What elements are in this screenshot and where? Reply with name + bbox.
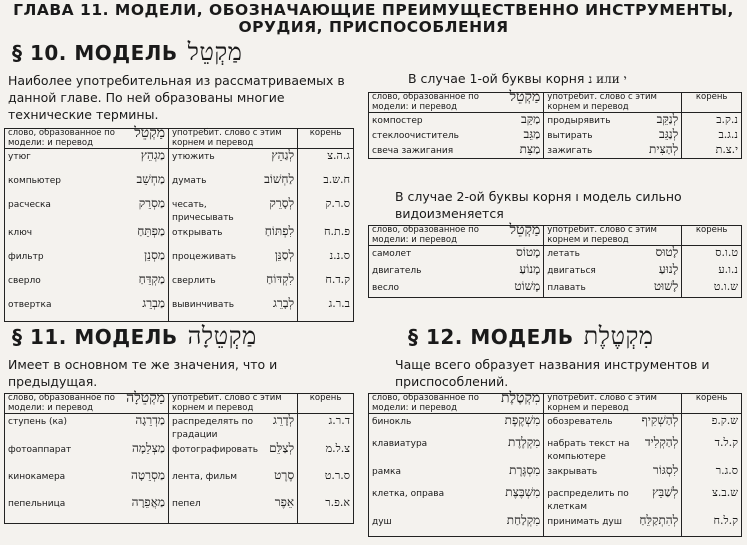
table-row xyxy=(5,414,354,443)
row-verb xyxy=(172,442,294,457)
row-word xyxy=(372,464,540,479)
word-ru: сверло xyxy=(8,276,41,286)
row-verb xyxy=(547,128,678,143)
table-row xyxy=(369,514,742,537)
verb-he: לְצַלֵּם xyxy=(269,441,295,455)
word-he: מָטוֹס xyxy=(516,245,541,259)
verb-ru: открывать xyxy=(172,228,223,238)
header-model-hebrew: מַקְטֵל xyxy=(509,89,541,105)
row-word xyxy=(372,436,540,451)
case-first-letter: В случае 1-ой буквы корня נ или י xyxy=(408,71,627,86)
word-he: מַגֵּב xyxy=(523,127,541,141)
row-verb xyxy=(547,113,678,128)
verb-he: לַחְשׁוֹב xyxy=(264,172,295,186)
root-cell: ד.ר.ג xyxy=(298,414,354,443)
header-model xyxy=(369,89,544,113)
header-model-label: слово, образованное по модели: и перевод xyxy=(8,128,115,148)
table-row xyxy=(5,273,354,297)
section-10-text: Наиболее употребительная из рассматриваемых в данной главе. По ней образованы многие технические термины. xyxy=(8,73,345,122)
header-root: корень xyxy=(682,93,742,113)
row-verb xyxy=(172,496,294,511)
word-ru: отвертка xyxy=(8,300,52,310)
header-verb: употребит. слово с этим корнем и перевод xyxy=(169,394,298,414)
table-row xyxy=(369,246,742,264)
root-cell: ג.ה.צ xyxy=(298,149,354,174)
verb-he: לְדָרֵג xyxy=(272,413,295,427)
verb-ru: думать xyxy=(172,176,207,186)
row-word xyxy=(8,496,165,511)
table-row xyxy=(5,197,354,225)
row-verb xyxy=(172,173,294,188)
row-verb xyxy=(172,273,294,288)
root-cell: ש.ו.ט xyxy=(682,280,742,298)
row-word xyxy=(372,280,540,295)
verb-he: לְהַשְׁקִיף xyxy=(641,413,679,427)
verb-he: לְנַגֵּב xyxy=(659,127,679,141)
verb-ru: распределять по градации xyxy=(172,417,254,440)
root-cell: ט.ו.ס xyxy=(682,246,742,264)
section-11-hebrew: מַקְטֵלָה xyxy=(187,322,257,350)
word-he: מַסְנֵן xyxy=(144,248,166,262)
table-row xyxy=(369,464,742,486)
row-word xyxy=(372,263,540,278)
header-root: корень xyxy=(298,129,354,149)
row-verb xyxy=(547,464,678,479)
word-he: מַקֵּב xyxy=(520,112,541,126)
header-model-hebrew: מַקְטֵלָה xyxy=(126,390,166,406)
verb-he: לָטוּס xyxy=(655,245,679,259)
chapter-heading: ГЛАВА 11. МОДЕЛИ, ОБОЗНАЧАЮЩИЕ ПРЕИМУЩЕСТВЕННО ИНСТРУМЕНТЫ, ОРУДИЯ, ПРИСПОСОБЛЕНИЯ xyxy=(13,1,734,36)
header-root: корень xyxy=(682,226,742,246)
table-second-letter xyxy=(368,222,742,298)
header-model-hebrew: מִקְטֶלֶת xyxy=(500,390,541,406)
table-row xyxy=(5,249,354,273)
word-he: מַאֲפֵרָה xyxy=(131,495,166,509)
word-he: מִשְׁקֶפֶת xyxy=(504,413,541,427)
verb-ru: набрать текст на компьютере xyxy=(547,439,630,462)
row-word xyxy=(372,113,540,128)
word-he: מַפְתֵּחַ xyxy=(137,224,166,238)
header-verb: употребит. слово с этим корнем и перевод xyxy=(544,394,682,414)
word-he: מַבְרֵג xyxy=(142,296,166,310)
row-word xyxy=(8,173,165,188)
word-ru: свеча зажигания xyxy=(372,146,454,156)
root-cell: ש.ק.פ xyxy=(682,414,742,437)
word-ru: пепельница xyxy=(8,499,66,509)
verb-ru: утюжить xyxy=(172,152,215,162)
verb-ru: пепел xyxy=(172,499,201,509)
table-model-12 xyxy=(368,390,742,537)
verb-he: לְשַׁבֵּץ xyxy=(652,485,679,499)
verb-ru: продырявить xyxy=(547,116,611,126)
word-ru: кинокамера xyxy=(8,472,66,482)
header-root: корень xyxy=(298,394,354,414)
word-ru: ступень (ка) xyxy=(8,417,67,427)
verb-he: לִפְתּוֹחַ xyxy=(264,224,295,238)
verb-ru: принимать душ xyxy=(547,517,622,527)
word-ru: компостер xyxy=(372,116,423,126)
table-row xyxy=(369,143,742,159)
verb-ru: процеживать xyxy=(172,252,237,262)
row-word xyxy=(8,469,165,484)
verb-ru: фотографировать xyxy=(172,445,259,455)
table-row xyxy=(5,225,354,249)
row-verb xyxy=(547,263,678,278)
row-word xyxy=(8,442,165,457)
word-ru: ключ xyxy=(8,228,33,238)
row-word xyxy=(8,225,165,240)
header-verb: употребит. слово с этим корнем и перевод xyxy=(169,129,298,149)
table-row xyxy=(369,128,742,143)
table-row xyxy=(369,486,742,514)
header-verb: употребит. слово с этим корнем и перевод xyxy=(544,93,682,113)
verb-he: לִקְדּוֹחַ xyxy=(266,272,295,286)
word-ru: бинокль xyxy=(372,417,412,427)
word-he: מַדְרֵגָה xyxy=(135,413,166,427)
root-cell: י.צ.ת xyxy=(682,143,742,159)
table-model-10 xyxy=(4,125,354,322)
section-11-title: § 11. МОДЕЛЬ מַקְטֵלָה xyxy=(12,322,257,350)
verb-he: לְנַקֵּב xyxy=(656,112,679,126)
verb-he: לִסְגּוֹר xyxy=(652,463,679,477)
root-cell: ס.ר.ק xyxy=(298,197,354,225)
root-cell: ק.ל.ד xyxy=(682,436,742,464)
verb-ru: чесать, причесывать xyxy=(172,200,234,223)
verb-he: לְבָרֵג xyxy=(272,296,295,310)
table-row xyxy=(5,173,354,197)
header-model-label: слово, образованное по модели: и перевод xyxy=(372,225,479,245)
root-cell: ק.ד.ח xyxy=(298,273,354,297)
header-model xyxy=(369,222,544,246)
verb-ru: вытирать xyxy=(547,131,593,141)
row-verb xyxy=(547,143,678,158)
word-ru: утюг xyxy=(8,152,31,162)
word-ru: стеклоочиститель xyxy=(372,131,459,141)
row-verb xyxy=(547,486,678,514)
header-model xyxy=(369,390,544,414)
verb-ru: сверлить xyxy=(172,276,216,286)
header-model xyxy=(5,125,169,149)
table-row xyxy=(5,297,354,322)
table-row xyxy=(369,280,742,298)
row-verb xyxy=(172,225,294,240)
row-verb xyxy=(172,297,294,312)
word-he: מַצְלֵמָה xyxy=(131,441,166,455)
row-word xyxy=(372,143,540,158)
root-cell: א.פ.ר xyxy=(298,496,354,524)
verb-he: אֵפֶר xyxy=(274,495,295,509)
row-verb xyxy=(172,469,294,484)
verb-he: לְסַנֵּן xyxy=(274,248,295,262)
section-10-title: § 10. МОДЕЛЬ מַקְטֵל xyxy=(12,38,243,66)
header-model-label: слово, образованное по модели: и перевод xyxy=(372,393,479,413)
header-model-label: слово, образованное по модели: и перевод xyxy=(8,393,115,413)
word-he: מַצֵּת xyxy=(519,142,541,156)
row-word xyxy=(8,249,165,264)
table-row xyxy=(369,113,742,129)
verb-he: לָנוּעַ xyxy=(658,262,679,276)
row-word xyxy=(372,514,540,529)
table-row xyxy=(5,469,354,496)
row-verb xyxy=(172,149,294,164)
root-cell: ס.ג.ר xyxy=(682,464,742,486)
word-ru: компьютер xyxy=(8,176,61,186)
root-cell: צ.ל.מ xyxy=(298,442,354,469)
verb-he: לְהִתְקַלֵּחַ xyxy=(639,513,679,527)
row-word xyxy=(372,486,540,501)
root-cell: ק.ל.ח xyxy=(682,514,742,537)
root-cell: נ.ו.ע xyxy=(682,263,742,280)
verb-ru: двигаться xyxy=(547,266,596,276)
row-word xyxy=(8,414,165,429)
row-verb xyxy=(172,249,294,264)
row-verb xyxy=(172,414,294,442)
table-row xyxy=(369,436,742,464)
row-verb xyxy=(547,246,678,261)
root-cell: ס.ר.ט xyxy=(298,469,354,496)
word-ru: самолет xyxy=(372,249,412,259)
verb-ru: распределить по клеткам xyxy=(547,489,629,512)
row-word xyxy=(8,297,165,312)
row-word xyxy=(8,273,165,288)
root-cell: פ.ת.ח xyxy=(298,225,354,249)
verb-ru: обозреватель xyxy=(547,417,613,427)
verb-he: סֶרֶט xyxy=(274,468,295,482)
word-he: מָנוֹעַ xyxy=(519,262,541,276)
header-verb: употребит. слово с этим корнем и перевод xyxy=(544,226,682,246)
table-row xyxy=(369,414,742,437)
row-verb xyxy=(547,414,678,429)
word-he: מִשְׁבֶּצֶת xyxy=(505,485,541,499)
verb-he: לָשׁוּט xyxy=(653,279,679,293)
header-root: корень xyxy=(682,394,742,414)
verb-ru: закрывать xyxy=(547,467,598,477)
verb-he: לְגַהֵץ xyxy=(271,148,295,162)
word-he: מָשׁוֹט xyxy=(514,279,541,293)
word-ru: клетка, оправа xyxy=(372,489,445,499)
root-cell: נ.ג.ב xyxy=(682,128,742,143)
row-verb xyxy=(172,197,294,225)
table-model-11 xyxy=(4,390,354,524)
word-he: מִסְגֶּרֶת xyxy=(509,463,541,477)
root-cell: נ.ק.ב xyxy=(682,113,742,129)
word-he: מַקְדֵּחַ xyxy=(138,272,166,286)
section-12-hebrew: מִקְטֶלֶת xyxy=(583,322,654,350)
row-word xyxy=(8,197,165,212)
row-word xyxy=(372,246,540,261)
word-ru: рамка xyxy=(372,467,401,477)
word-he: מִקְלֶדֶת xyxy=(508,435,541,449)
word-he: מִקְלַחַת xyxy=(506,513,541,527)
word-he: מַסְרֵק xyxy=(138,196,166,210)
section-12-text: Чаще всего образует названия инструментов и приспособлений. xyxy=(395,357,710,389)
header-model xyxy=(5,390,169,414)
case-second-letter: В случае 2-ой буквы корня ו модель сильно видоизменяется xyxy=(395,189,682,221)
root-cell: ס.נ.נ xyxy=(298,249,354,273)
header-model-hebrew: מַקְטֵל xyxy=(134,125,166,141)
header-model-hebrew: מַקְטֵל xyxy=(509,222,541,238)
section-12-title: § 12. МОДЕЛЬ מִקְטֶלֶת xyxy=(408,322,654,350)
root-cell: ח.ש.ב xyxy=(298,173,354,197)
row-verb xyxy=(547,436,678,464)
table-row xyxy=(5,149,354,174)
section-10-hebrew: מַקְטֵל xyxy=(187,38,243,66)
verb-he: לְסָרֵק xyxy=(269,196,295,210)
row-word xyxy=(372,128,540,143)
table-row xyxy=(5,442,354,469)
word-ru: фильтр xyxy=(8,252,44,262)
header-model-label: слово, образованное по модели: и перевод xyxy=(372,92,479,112)
verb-he: לְהַקְלִיד xyxy=(644,435,679,449)
word-he: מַגְהֵץ xyxy=(140,148,166,162)
table-row xyxy=(5,496,354,524)
word-ru: фотоаппарат xyxy=(8,445,72,455)
verb-ru: лента, фильм xyxy=(172,472,238,482)
verb-ru: летать xyxy=(547,249,580,259)
word-ru: душ xyxy=(372,517,392,527)
verb-ru: зажигать xyxy=(547,146,593,156)
word-he: מַסְרֵטָה xyxy=(131,468,166,482)
root-cell: ש.ב.צ xyxy=(682,486,742,514)
word-ru: расческа xyxy=(8,200,51,210)
row-word xyxy=(8,149,165,164)
row-verb xyxy=(547,514,678,529)
row-verb xyxy=(547,280,678,295)
word-ru: клавиатура xyxy=(372,439,428,449)
verb-he: לְהַצִּית xyxy=(649,142,679,156)
verb-ru: вывинчивать xyxy=(172,300,234,310)
word-ru: двигатель xyxy=(372,266,422,276)
word-he: מַחְשֵׁב xyxy=(136,172,166,186)
word-ru: весло xyxy=(372,283,400,293)
table-first-letter xyxy=(368,89,742,159)
section-11-text: Имеет в основном те же значения, что и предыдущая. xyxy=(8,357,278,389)
root-cell: ב.ר.ג xyxy=(298,297,354,322)
table-row xyxy=(369,263,742,280)
row-word xyxy=(372,414,540,429)
verb-ru: плавать xyxy=(547,283,586,293)
